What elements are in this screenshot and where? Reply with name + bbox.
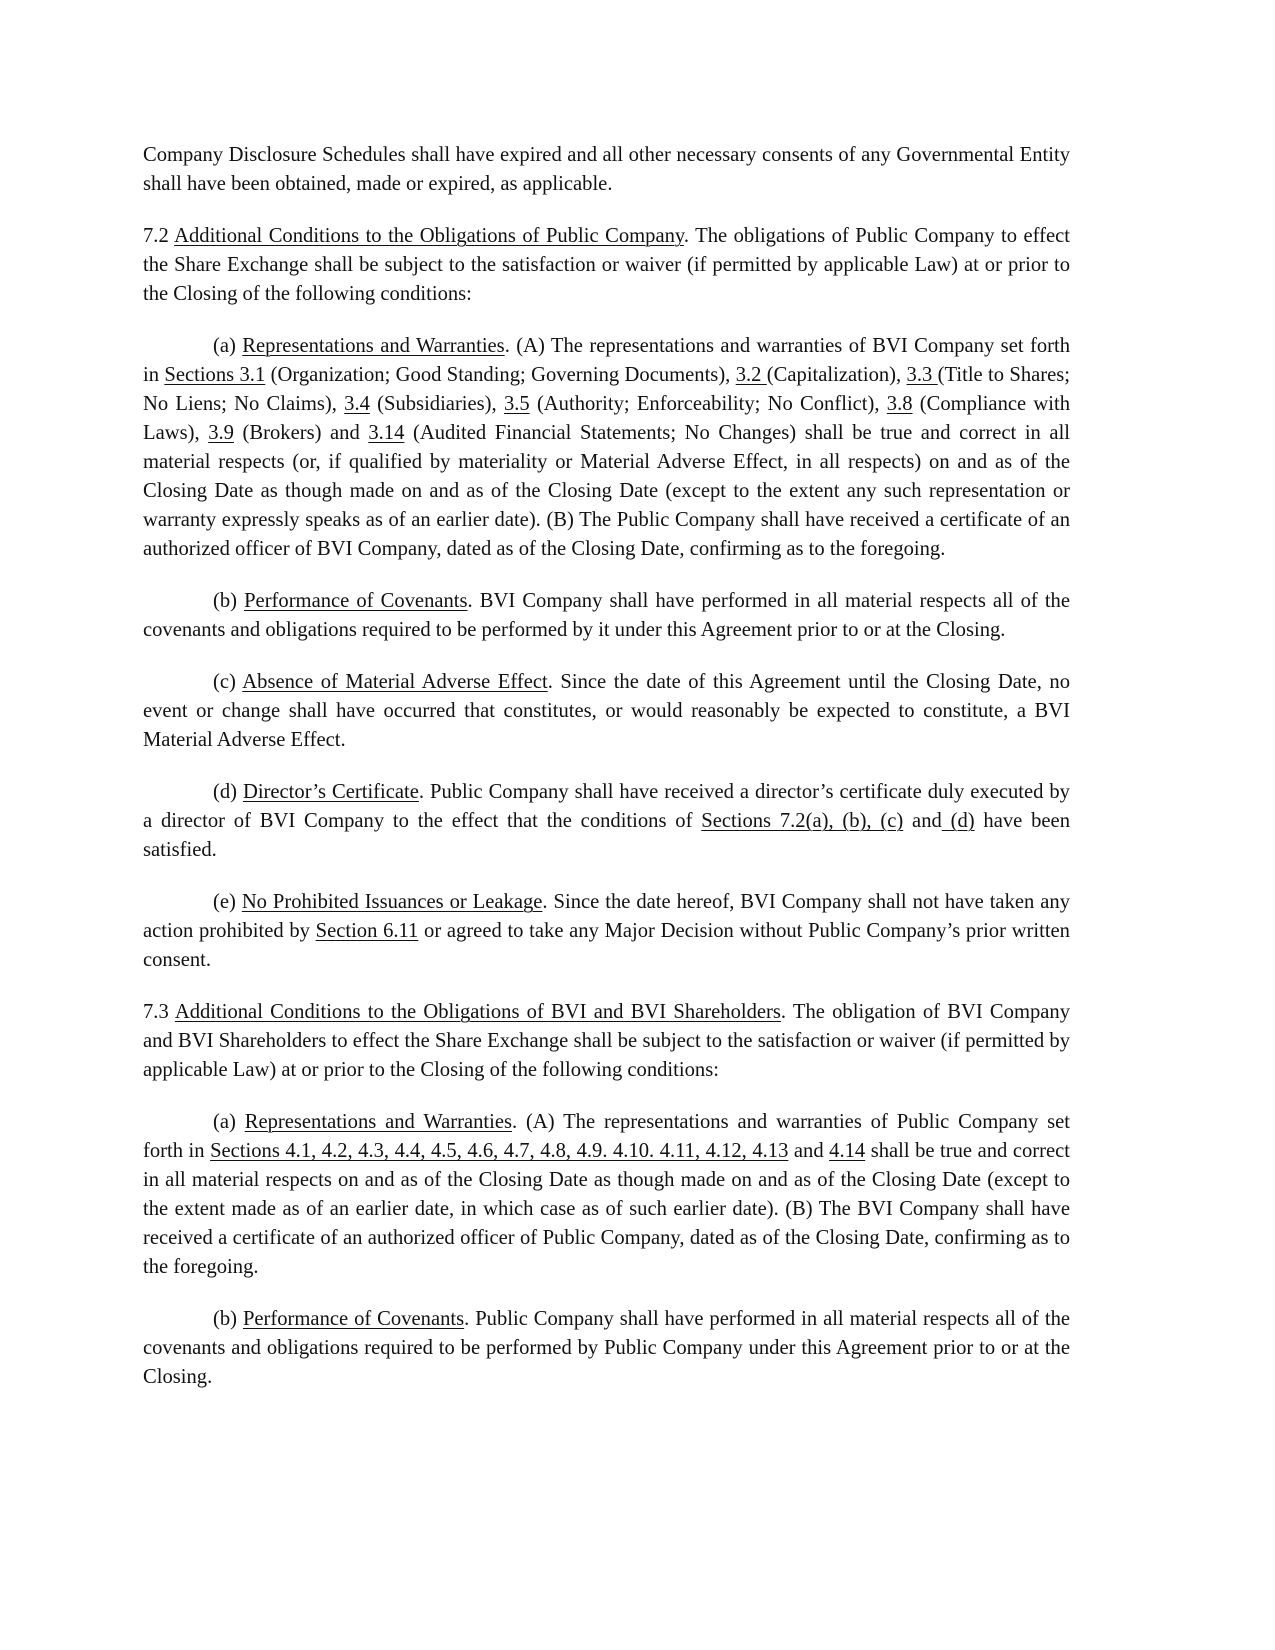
paragraph <box>143 778 1070 865</box>
underlined-reference: Absence of Material Adverse Effect <box>242 671 548 693</box>
paragraph <box>143 332 1070 564</box>
text-run: (Authority; Enforceability; No Conflict), <box>529 393 887 415</box>
paragraph <box>143 1108 1070 1282</box>
text-run: . (A) The representations and warranties of Public Company set forth in <box>143 1111 1070 1162</box>
text-run: (a) <box>213 1111 245 1133</box>
text-run: or agreed to take any Major Decision without Public Company’s prior written consent. <box>143 920 1070 971</box>
text-run: . BVI Company shall have performed in all material respects all of the covenants and obligations required to be performed by it under this Agreement prior to or at the Closing. <box>143 590 1070 641</box>
text-run: (Organization; Good Standing; Governing Documents), <box>265 364 736 386</box>
paragraph <box>143 141 1070 199</box>
text-run: 7.2 <box>143 225 175 247</box>
text-run: have been satisfied. <box>143 810 1070 861</box>
text-run: 7.3 <box>143 1001 175 1023</box>
underlined-reference: Additional Conditions to the Obligations of Public Company <box>174 225 684 247</box>
text-run: . Since the date of this Agreement until the Closing Date, no event or change shall have occurred that constitutes, or would reasonably be expected to constitute, a BVI Material Adverse Effect. <box>143 671 1070 751</box>
paragraph <box>143 888 1070 975</box>
text-run: . The obligation of BVI Company and BVI Shareholders to effect the Share Exchange shall be subject to the satisfaction or waiver (if permitted by applicable Law) at or prior to the Closing of the following conditions: <box>143 1001 1071 1081</box>
text-run: (c) <box>213 671 243 693</box>
underlined-reference: Sections 3.1 <box>164 364 266 386</box>
underlined-reference: Representations and Warranties <box>244 1111 513 1133</box>
underlined-reference: Performance of Covenants <box>242 1308 465 1330</box>
text-run: (Title to Shares; No Liens; No Claims), <box>143 364 1071 415</box>
paragraph <box>143 587 1070 645</box>
text-run: (b) <box>213 590 245 612</box>
text-run: and <box>788 1140 830 1162</box>
paragraph <box>143 998 1070 1085</box>
text-run: (e) <box>213 891 242 913</box>
underlined-reference: 3.3 <box>906 364 938 386</box>
text-run: (Subsidiaries), <box>369 393 504 415</box>
underlined-reference: Representations and Warranties <box>242 335 505 357</box>
text-run: . (A) The representations and warranties of BVI Company set forth in <box>143 335 1071 386</box>
text-run: (d) <box>213 781 243 803</box>
paragraph <box>143 668 1070 755</box>
text-run: (Capitalization), <box>766 364 907 386</box>
underlined-reference: 3.14 <box>368 422 405 444</box>
text-run: (Compliance with Laws), <box>143 393 1071 444</box>
text-run: shall be true and correct in all material respects on and as of the Closing Date as though made on and as of the Closing Date (except to the extent made as of an earlier date, in which case as of such earlier date). (B) The BVI Company shall have received a certificate of an authorized officer of Public Company, dated as of the Closing Date, confirming as to the foregoing. <box>143 1140 1070 1278</box>
underlined-reference: 4.14 <box>829 1140 866 1162</box>
text-run: Company Disclosure Schedules shall have expired and all other necessary consents of any Governmental Entity shall have been obtained, made or expired, as applicable. <box>143 144 1070 195</box>
underlined-reference: 3.8 <box>886 393 913 415</box>
text-run: (Audited Financial Statements; No Changes) shall be true and correct in all material respects (or, if qualified by materiality or Material Adverse Effect, in all respects) on and as of the Closing Date as though made on and as of the Closing Date (except to the extent any such representation or warranty expressly speaks as of an earlier date). (B) The Public Company shall have received a certificate of an authorized officer of BVI Company, dated as of the Closing Date, confirming as to the foregoing. <box>143 422 1071 560</box>
underlined-reference: No Prohibited Issuances or Leakage <box>241 891 543 913</box>
underlined-reference: Additional Conditions to the Obligations of BVI and BVI Shareholders <box>174 1001 781 1023</box>
underlined-reference: 3.9 <box>208 422 234 444</box>
paragraph <box>143 1305 1070 1392</box>
text-run: (a) <box>213 335 243 357</box>
underlined-reference: 3.5 <box>503 393 530 415</box>
text-run: . Since the date hereof, BVI Company shall not have taken any action prohibited by <box>143 891 1070 942</box>
underlined-reference: Section 6.11 <box>315 920 419 942</box>
text-run: and <box>903 810 942 832</box>
text-run: (b) <box>213 1308 243 1330</box>
underlined-reference: Sections 4.1, 4.2, 4.3, 4.4, 4.5, 4.6, 4.7, 4.8, 4.9. 4.10. 4.11, 4.12, 4.13 <box>210 1140 789 1162</box>
paragraph <box>143 222 1070 309</box>
underlined-reference: 3.4 <box>344 393 370 415</box>
underlined-reference: 3.2 <box>735 364 767 386</box>
text-run: . Public Company shall have received a director’s certificate duly executed by a director of BVI Company to the effect that the conditions of <box>143 781 1070 832</box>
document-page <box>143 141 1070 1415</box>
underlined-reference: Director’s Certificate <box>242 781 419 803</box>
underlined-reference: Sections 7.2(a), (b), (c) <box>701 810 904 832</box>
text-run: . Public Company shall have performed in all material respects all of the covenants and obligations required to be performed by Public Company under this Agreement prior to or at the Closing. <box>143 1308 1071 1388</box>
text-run: . The obligations of Public Company to effect the Share Exchange shall be subject to the satisfaction or waiver (if permitted by applicable Law) at or prior to the Closing of the following conditions: <box>143 225 1070 305</box>
underlined-reference: Performance of Covenants <box>244 590 468 612</box>
underlined-reference: (d) <box>941 810 975 832</box>
text-run: (Brokers) and <box>233 422 369 444</box>
